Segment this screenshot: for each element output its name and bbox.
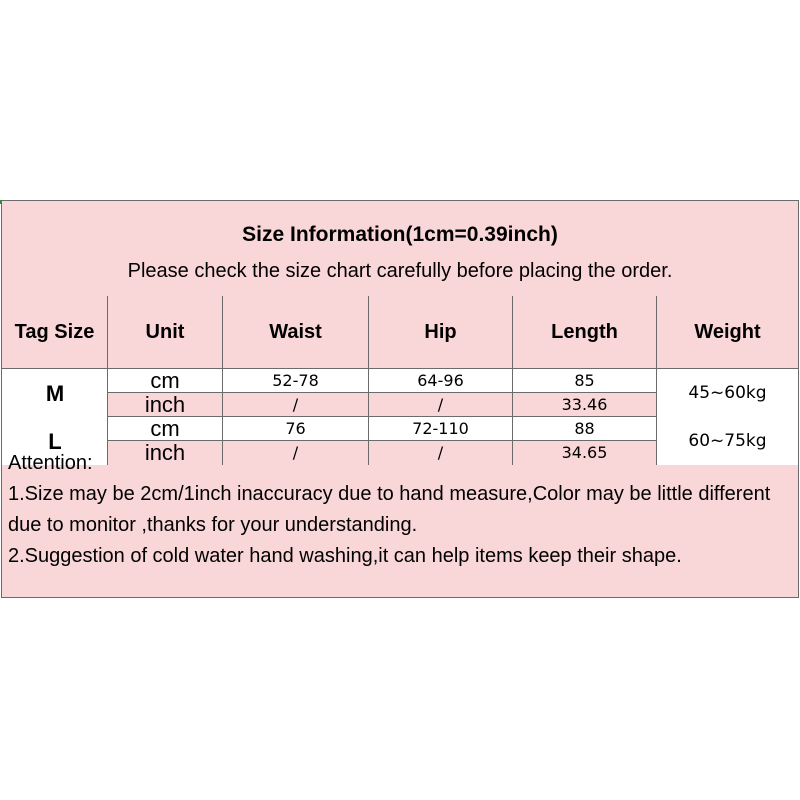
table-header-row (2, 296, 798, 369)
cell-length: 33.46 (513, 393, 657, 417)
chart-subtitle: Please check the size chart carefully before placing the order. (127, 260, 673, 282)
table-body (2, 369, 798, 465)
cell-weight-m: 45~60kg (657, 369, 798, 417)
chart-title: Size Information(1cm=0.39inch) (242, 223, 558, 246)
cell-waist: / (223, 441, 369, 465)
cell-unit: inch (108, 393, 223, 417)
attention-label: Attention: (8, 452, 93, 474)
header-hip: Hip (369, 296, 513, 368)
header-unit: Unit (108, 296, 223, 368)
cell-length: 34.65 (513, 441, 657, 465)
tag-size-l: L (48, 429, 62, 454)
header-length: Length (513, 296, 657, 368)
cell-hip: 64-96 (369, 369, 513, 393)
tag-size-m: M (45, 381, 65, 406)
cell-waist: 52-78 (223, 369, 369, 393)
note-1: 1.Size may be 2cm/1inch inaccuracy due to hand measure,Color may be little different due to monitor ,thanks for your understanding. (8, 483, 771, 536)
header-tag-size: Tag Size (2, 296, 108, 368)
table-row (108, 417, 657, 441)
row-divider (108, 440, 657, 441)
cell-unit: cm (108, 417, 223, 441)
cell-length: 85 (513, 369, 657, 393)
cell-weight-l: 60~75kg (657, 417, 798, 465)
note-2: 2.Suggestion of cold water hand washing,it can help items keep their shape. (8, 545, 682, 567)
header-weight: Weight (694, 320, 761, 343)
tag-size-column (2, 369, 108, 465)
cell-waist: 76 (223, 417, 369, 441)
row-divider (108, 392, 657, 393)
table-row (108, 441, 657, 465)
cell-hip: / (369, 393, 513, 417)
chart-header (2, 201, 798, 297)
cell-unit: cm (108, 369, 223, 393)
size-chart (1, 200, 799, 598)
header-waist: Waist (223, 296, 369, 368)
cell-waist: / (223, 393, 369, 417)
cell-hip: 72-110 (369, 417, 513, 441)
cell-length: 88 (513, 417, 657, 441)
cell-hip: / (369, 441, 513, 465)
table-row (108, 393, 657, 417)
cell-unit: inch (108, 441, 223, 465)
table-row (108, 369, 657, 393)
